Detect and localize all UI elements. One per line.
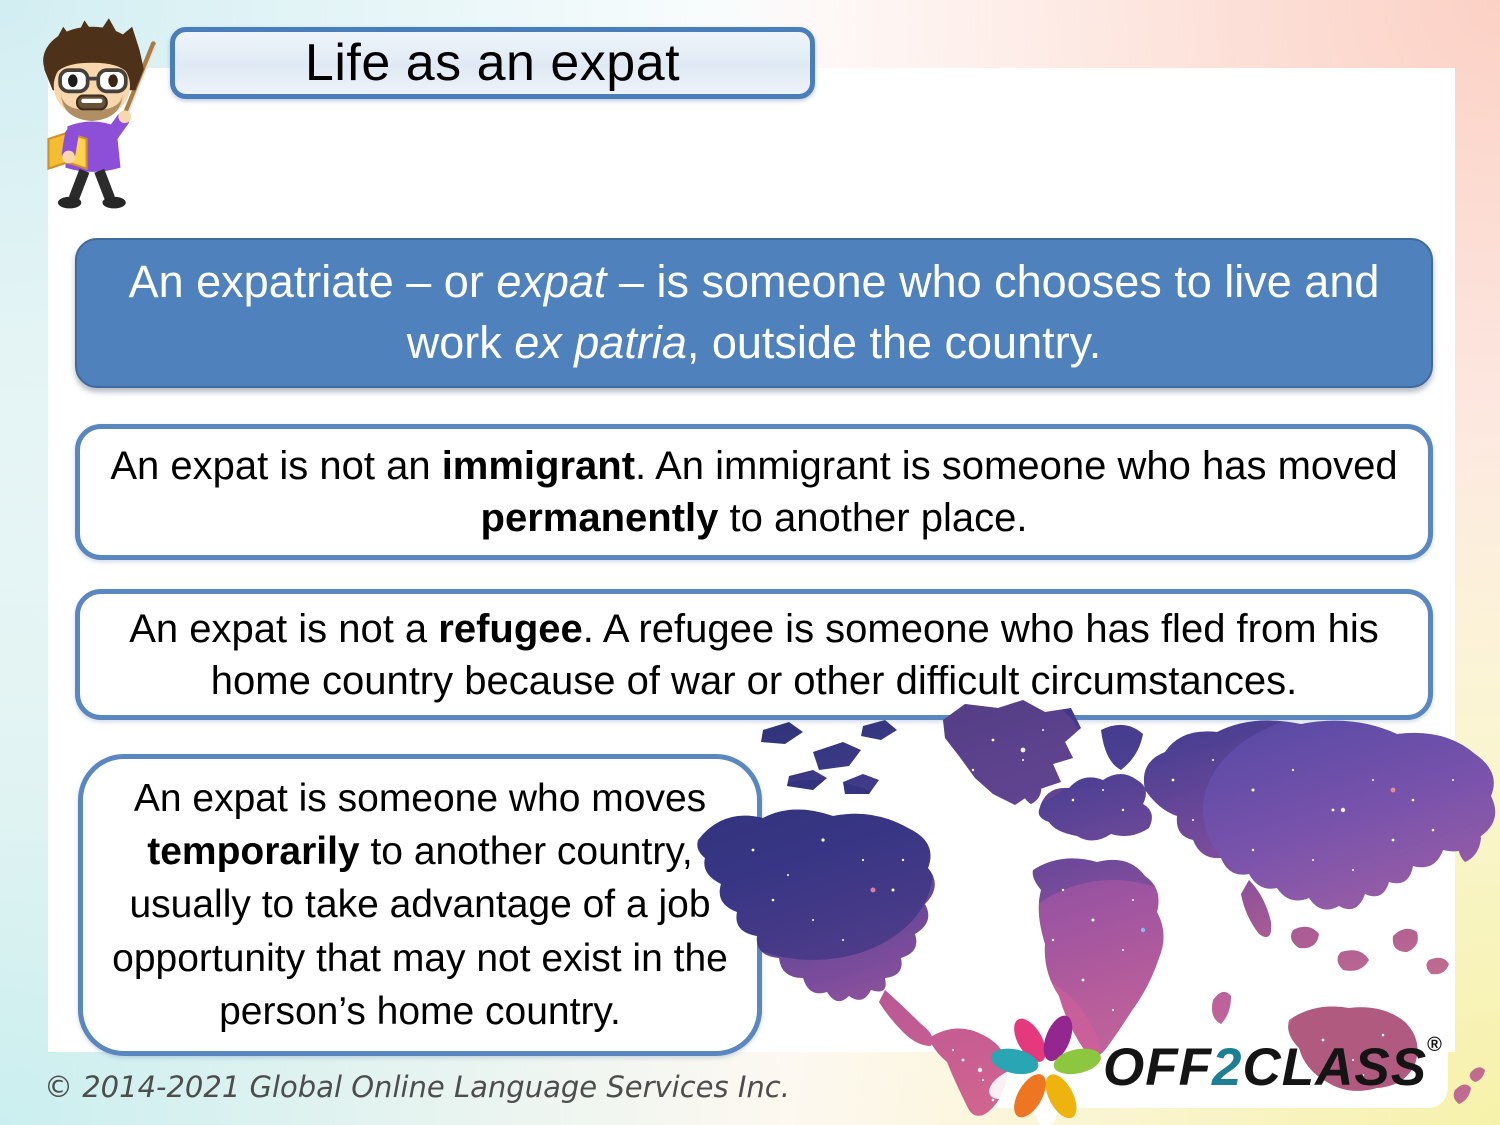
definition-text: An expatriate – or expat – is someone who chooses to live and work ex patria, outside the country. <box>128 256 1380 368</box>
fact-box-refugee-text: An expat is not a refugee. A refugee is someone who has fled from his home country because of war or other difficult circumstances. <box>129 606 1379 703</box>
brand-two: 2 <box>1211 1038 1243 1097</box>
registered-mark: ® <box>1427 1034 1442 1056</box>
brand-class: CLASS <box>1242 1038 1428 1097</box>
brand-wordmark <box>1103 1034 1442 1098</box>
title-box <box>170 27 815 99</box>
definition-box <box>75 238 1433 388</box>
fact-box-temporary <box>78 754 762 1056</box>
teacher-with-pointer-icon <box>24 14 164 210</box>
page-title: Life as an expat <box>304 34 681 92</box>
flower-petal-logo-icon <box>986 1008 1106 1125</box>
fact-box-temporary-text: An expat is someone who moves temporarily to another country, usually to take advantage of a job opportunity that may not exist in the person’s home country. <box>112 777 728 1033</box>
brand-off: OFF <box>1103 1038 1212 1097</box>
copyright-text: © 2014-2021 Global Online Language Services Inc. <box>44 1070 790 1104</box>
fact-box-immigrant-text: An expat is not an immigrant. An immigrant is someone who has moved permanently to another place. <box>110 444 1398 540</box>
fact-box-immigrant <box>75 424 1433 560</box>
